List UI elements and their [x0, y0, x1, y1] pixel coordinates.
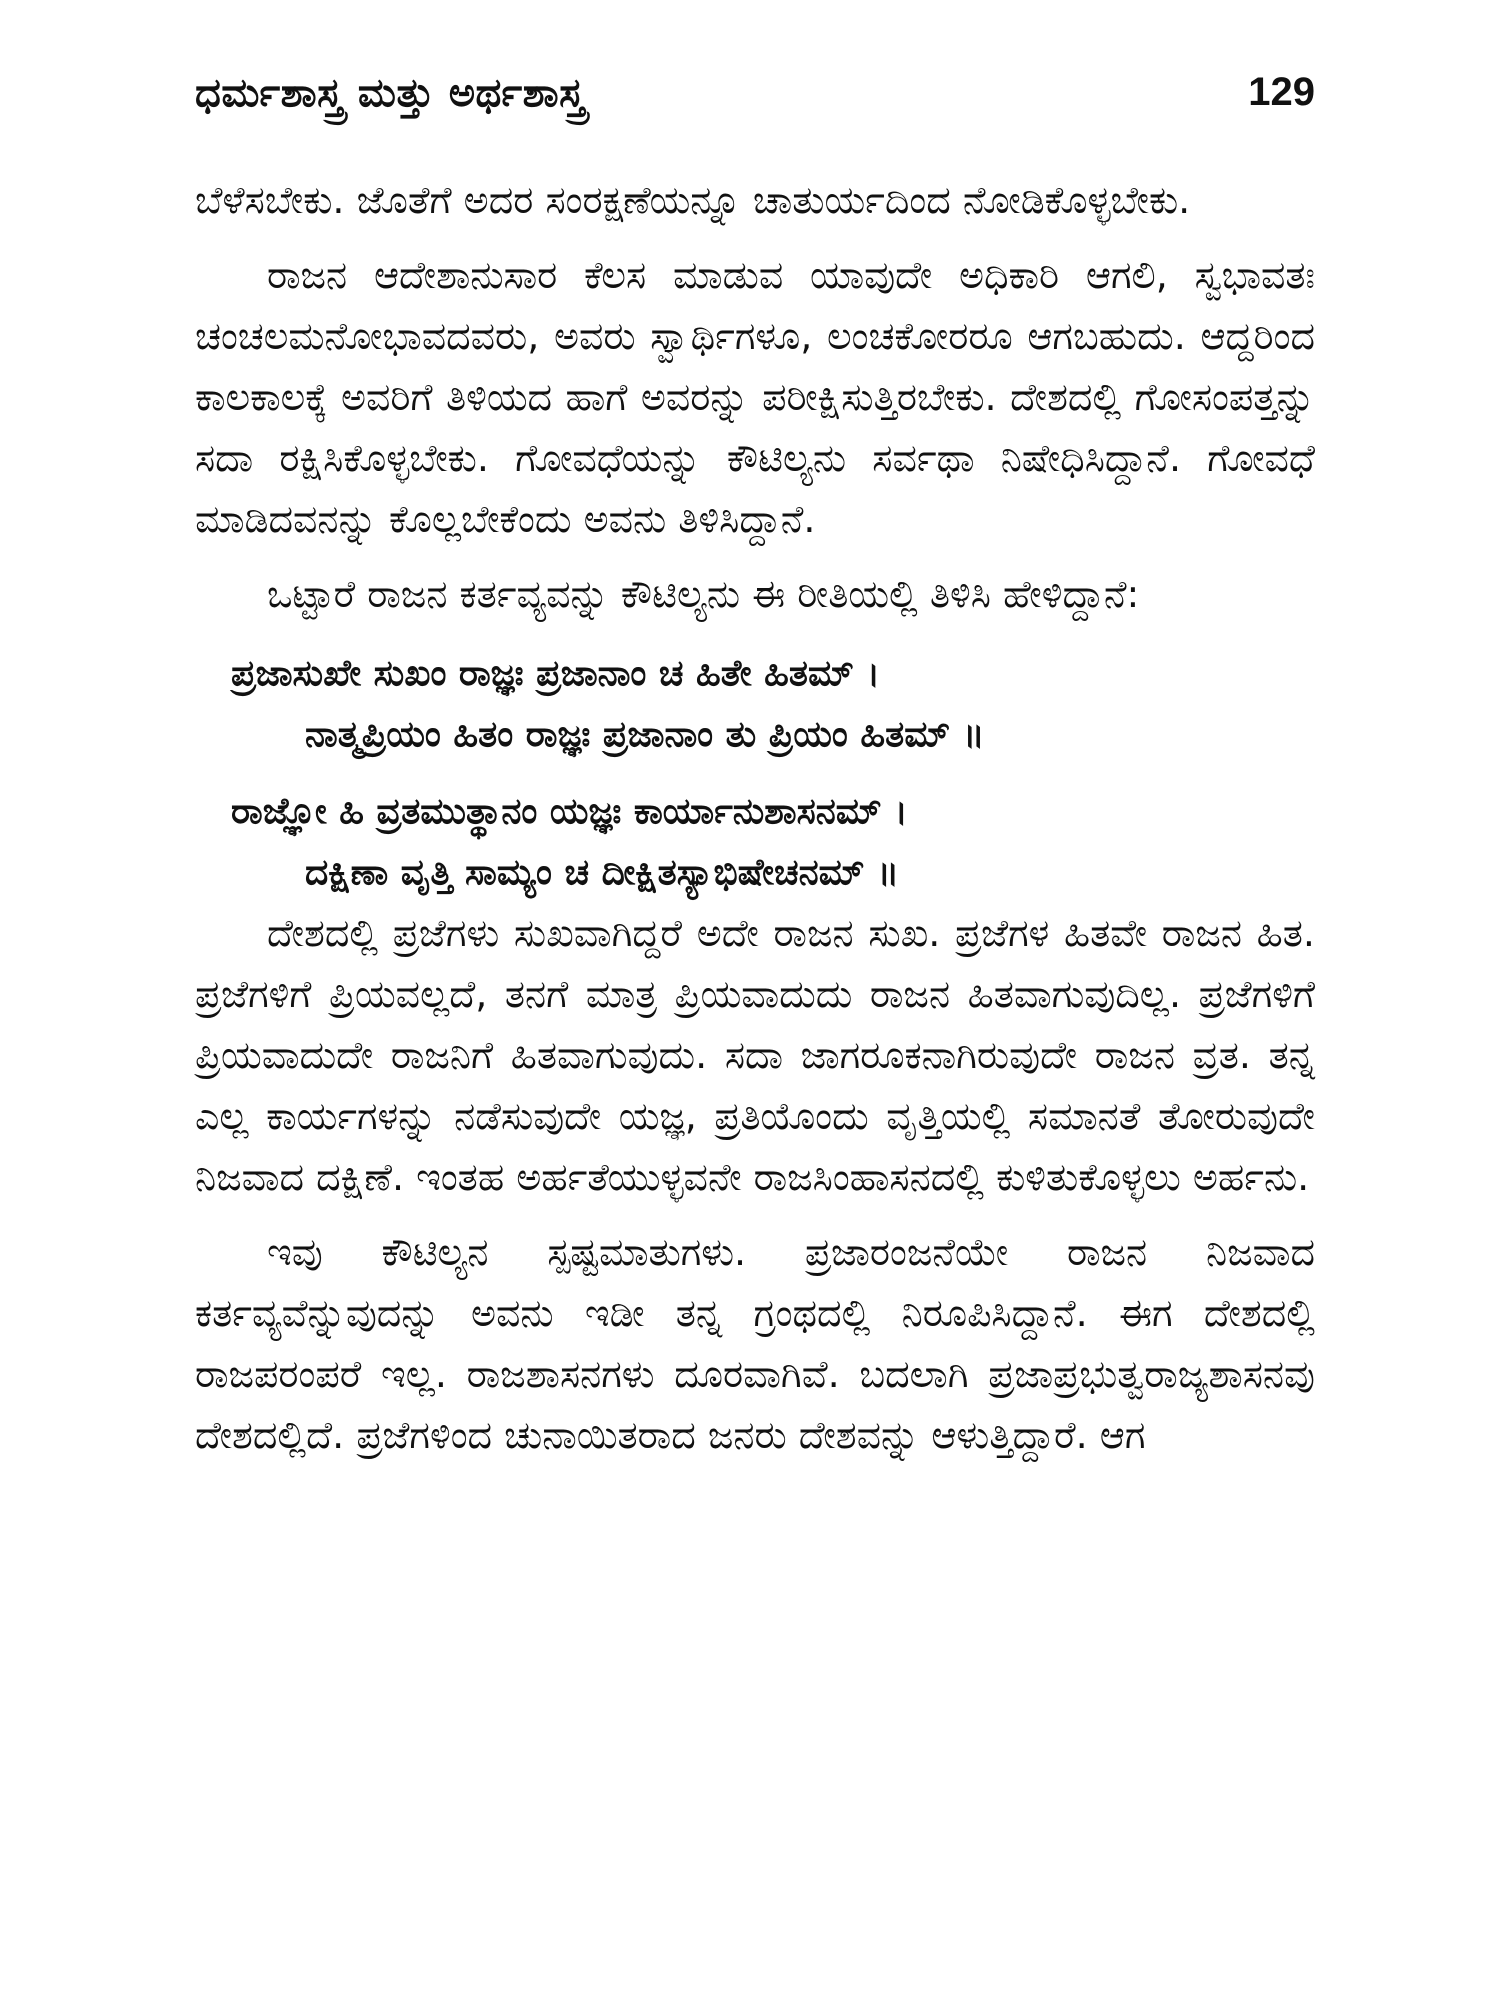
verse-2-line-2: ದಕ್ಷಿಣಾ ವೃತ್ತಿ ಸಾಮ್ಯಂ ಚ ದೀಕ್ಷಿತಸ್ಯಾಭಿಷೇಚನಮ್ ॥ — [305, 852, 900, 893]
verse-1 — [195, 643, 1315, 765]
verse-2 — [195, 781, 1315, 903]
paragraph-3: ಒಟ್ಟಾರೆ ರಾಜನ ಕರ್ತವ್ಯವನ್ನು ಕೌಟಿಲ್ಯನು ಈ ರೀತಿಯಲ್ಲಿ ತಿಳಿಸಿ ಹೇಳಿದ್ದಾನೆ: — [267, 572, 1140, 616]
paragraph-4: ದೇಶದಲ್ಲಿ ಪ್ರಜೆಗಳು ಸುಖವಾಗಿದ್ದರೆ ಅದೇ ರಾಜನ ಸುಖ. ಪ್ರಜೆಗಳ ಹಿತವೇ ರಾಜನ ಹಿತ. ಪ್ರಜೆಗಳಿಗೆ ಪ್ರಿಯವಲ್ಲದೆ, ತನಗೆ ಮಾತ್ರ ಪ್ರಿಯವಾದುದು ರಾಜನ ಹಿತವಾಗುವುದಿಲ್ಲ. ಪ್ರಜೆಗಳಿಗೆ ಪ್ರಿಯವಾದುದೇ ರಾಜನಿಗೆ ಹಿತವಾಗುವುದು. ಸದಾ ಜಾಗರೂಕನಾಗಿರುವುದೇ ರಾಜನ ವ್ರತ. ತನ್ನ ಎಲ್ಲ ಕಾರ್ಯಗಳನ್ನು ನಡೆಸುವುದೇ ಯಜ್ಞ, ಪ್ರತಿಯೊಂದು ವೃತ್ತಿಯಲ್ಲಿ ಸಮಾನತೆ ತೋರುವುದೇ ನಿಜವಾದ ದಕ್ಷಿಣೆ. ಇಂತಹ ಅರ್ಹತೆಯುಳ್ಳವನೇ ರಾಜಸಿಂಹಾಸನದಲ್ಲಿ ಕುಳಿತುಕೊಳ್ಳಲು ಅರ್ಹನು. — [195, 911, 1315, 1199]
verse-2-line-1: ರಾಜ್ಞೋ ಹಿ ವ್ರತಮುತ್ಥಾನಂ ಯಜ್ಞಃ ಕಾರ್ಯಾನುಶಾಸನಮ್ । — [231, 791, 908, 832]
paragraph-2: ರಾಜನ ಆದೇಶಾನುಸಾರ ಕೆಲಸ ಮಾಡುವ ಯಾವುದೇ ಅಧಿಕಾರಿ ಆಗಲಿ, ಸ್ವಭಾವತಃ ಚಂಚಲಮನೋಭಾವದವರು, ಅವರು ಸ್ವಾರ್ಥಿಗಳೂ, ಲಂಚಕೋರರೂ ಆಗಬಹುದು. ಆದ್ದರಿಂದ ಕಾಲಕಾಲಕ್ಕೆ ಅವರಿಗೆ ತಿಳಿಯದ ಹಾಗೆ ಅವರನ್ನು ಪರೀಕ್ಷಿಸುತ್ತಿರಬೇಕು. ದೇಶದಲ್ಲಿ ಗೋಸಂಪತ್ತನ್ನು ಸದಾ ರಕ್ಷಿಸಿಕೊಳ್ಳಬೇಕು. ಗೋವಧೆಯನ್ನು ಕೌಟಿಲ್ಯನು ಸರ್ವಥಾ ನಿಷೇಧಿಸಿದ್ದಾನೆ. ಗೋವಧೆ ಮಾಡಿದವನನ್ನು ಕೊಲ್ಲಬೇಕೆಂದು ಅವನು ತಿಳಿಸಿದ್ದಾನೆ. — [195, 253, 1315, 541]
page-number: 129 — [1248, 70, 1315, 114]
paragraph-5: ಇವು ಕೌಟಿಲ್ಯನ ಸ್ಪಷ್ಟಮಾತುಗಳು. ಪ್ರಜಾರಂಜನೆಯೇ ರಾಜನ ನಿಜವಾದ ಕರ್ತವ್ಯವೆನ್ನುವುದನ್ನು ಅವನು ಇಡೀ ತನ್ನ ಗ್ರಂಥದಲ್ಲಿ ನಿರೂಪಿಸಿದ್ದಾನೆ. ಈಗ ದೇಶದಲ್ಲಿ ರಾಜಪರಂಪರೆ ಇಲ್ಲ. ರಾಜಶಾಸನಗಳು ದೂರವಾಗಿವೆ. ಬದಲಾಗಿ ಪ್ರಜಾಪ್ರಭುತ್ವರಾಜ್ಯಶಾಸನವು ದೇಶದಲ್ಲಿದೆ. ಪ್ರಜೆಗಳಿಂದ ಚುನಾಯಿತರಾದ ಜನರು ದೇಶವನ್ನು ಆಳುತ್ತಿದ್ದಾರೆ. ಆಗ — [195, 1230, 1315, 1457]
chapter-title: ಧರ್ಮಶಾಸ್ತ್ರ ಮತ್ತು ಅರ್ಥಶಾಸ್ತ್ರ — [195, 70, 586, 116]
verse-1-line-2: ನಾತ್ಮಪ್ರಿಯಂ ಹಿತಂ ರಾಜ್ಞಃ ಪ್ರಜಾನಾಂ ತು ಪ್ರಿಯಂ ಹಿತಮ್ ॥ — [305, 714, 985, 755]
paragraph-1: ಬೆಳೆಸಬೇಕು. ಜೊತೆಗೆ ಅದರ ಸಂರಕ್ಷಣೆಯನ್ನೂ ಚಾತುರ್ಯದಿಂದ ನೋಡಿಕೊಳ್ಳಬೇಕು. — [195, 178, 1191, 222]
verse-1-line-1: ಪ್ರಜಾಸುಖೇ ಸುಖಂ ರಾಜ್ಞಃ ಪ್ರಜಾನಾಂ ಚ ಹಿತೇ ಹಿತಮ್ । — [231, 653, 881, 694]
body-text — [195, 170, 1315, 1466]
running-header — [195, 70, 1315, 130]
